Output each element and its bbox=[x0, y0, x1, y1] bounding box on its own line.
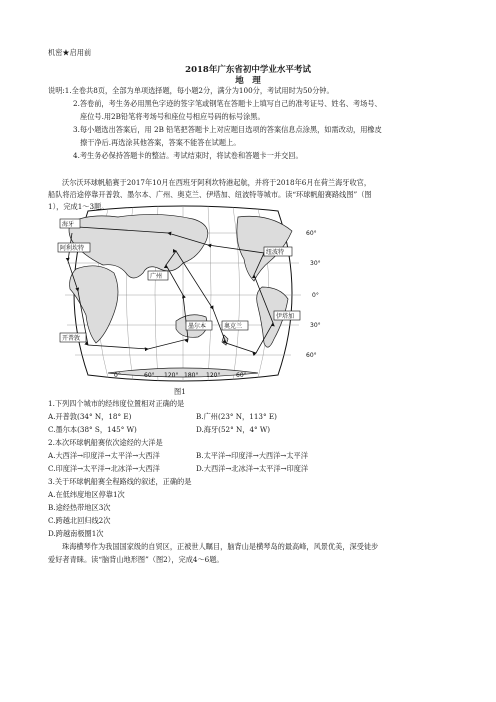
q3-option-a: A.在低纬度地区停靠1次 bbox=[48, 490, 125, 499]
lon-60e: 60° bbox=[144, 372, 155, 379]
lat-60n: 60° bbox=[306, 230, 317, 237]
city-newport: 纽波特 bbox=[266, 249, 285, 256]
q1-stem: 1.下列四个城市的经纬度位置相对正确的是 bbox=[48, 399, 185, 408]
q2-option-a: A.大西洋→印度洋→太平洋→大西洋 bbox=[48, 451, 160, 460]
lat-30s: 30° bbox=[310, 322, 321, 329]
route-map-figure bbox=[48, 203, 338, 385]
instruction-2: 2.答卷前，考生务必用黑色字迹的签字笔或钢笔在答题卡上填写自己的准考证号、姓名、考场号、 bbox=[73, 99, 382, 108]
q3-option-c: C.跨越北回归线2次 bbox=[48, 516, 111, 525]
latitude-labels bbox=[306, 230, 321, 359]
instruction-3-cont: 擦干净后.再选涂其他答案，答案不能答在试题上。 bbox=[80, 138, 241, 147]
city-capetown: 开普敦 bbox=[62, 335, 81, 342]
q3-option-b: B.途经热带地区3次 bbox=[48, 503, 111, 512]
city-hague: 海牙 bbox=[62, 221, 75, 228]
q1-option-c: C.墨尔本(38° S，145° W) bbox=[48, 425, 137, 434]
confidential-mark: 机密★启用前 bbox=[48, 48, 92, 57]
passage1-line1: 沃尔沃环球帆船赛于2017年10月在西班牙阿利坎特港起航，并将于2018年6月在荷兰海牙收官， bbox=[62, 178, 372, 187]
city-auckland: 奥克兰 bbox=[224, 323, 243, 330]
passage2-line2: 爱好者青睐。读“脑背山地形图”（图2），完成4～6题。 bbox=[48, 555, 224, 564]
instruction-1: 说明:1.全卷共8页，全部为单项选择题，每小题2分，满分为100分，考试用时为50分钟。 bbox=[48, 86, 334, 95]
exam-title: 2018年广东省初中学业水平考试 bbox=[185, 65, 311, 75]
q2-option-c: C.印度洋→太平洋→北冰洋→大西洋 bbox=[48, 464, 160, 473]
city-melbourne: 墨尔本 bbox=[188, 323, 207, 330]
q2-option-b: B.太平洋→印度洋→大西洋→太平洋 bbox=[196, 451, 308, 460]
q1-option-b: B.广州(23° N，113° E) bbox=[196, 412, 277, 421]
subject-title: 地 理 bbox=[235, 76, 261, 86]
lon-120e: 120° bbox=[164, 372, 179, 379]
lon-120w: 120° bbox=[206, 372, 221, 379]
lat-0: 0° bbox=[312, 292, 319, 299]
route-map bbox=[48, 203, 338, 385]
q2-option-d: D.大西洋→北冰洋→太平洋→印度洋 bbox=[196, 464, 309, 473]
city-alicante: 阿利坎特 bbox=[60, 245, 85, 252]
q3-option-d: D.跨越南极圈1次 bbox=[48, 529, 104, 538]
figure-caption: 图1 bbox=[174, 387, 186, 396]
lon-0: 0° bbox=[114, 372, 121, 379]
lat-60s: 60° bbox=[306, 352, 317, 359]
passage1-line3: 1），完成1～3题。 bbox=[48, 202, 109, 211]
city-itajai: 伊塔加 bbox=[276, 313, 295, 320]
q3-stem: 3.关于环球帆船赛全程路线的叙述，正确的是 bbox=[48, 477, 192, 486]
q2-stem: 2.本次环球帆船赛依次途经的大洋是 bbox=[48, 438, 163, 447]
passage1-line2: 船队将沿途停靠开普敦、墨尔本、广州、奥克兰、伊塔加、纽波特等城市。读“环球帆船赛路线图”（图 bbox=[48, 190, 372, 199]
instruction-4: 4.考生务必保持答题卡的整洁。考试结束时，将试卷和答题卡一并交回。 bbox=[73, 151, 303, 160]
lat-30n: 30° bbox=[310, 260, 321, 267]
lon-60w: 60° bbox=[236, 372, 247, 379]
city-guangzhou: 广州 bbox=[150, 273, 163, 280]
q1-option-d: D.海牙(52° N，4° W) bbox=[196, 425, 271, 434]
instruction-3: 3.每小题选出答案后，用 2B 铅笔把答题卡上对应题目选项的答案信息点涂黑，如需改动，用橡皮 bbox=[73, 125, 382, 134]
passage2-line1: 珠海横琴作为我国国家级的自贸区，正被世人瞩目，脑背山是横琴岛的最高峰，风景优美，深受徒步 bbox=[62, 542, 379, 551]
q1-option-a: A.开普敦(34° N，18° E) bbox=[48, 412, 132, 421]
lon-180: 180° bbox=[184, 372, 199, 379]
instruction-2-cont: 座位号.用2B铅笔将考场号和座位号相应号码的标号涂黑。 bbox=[80, 112, 265, 121]
